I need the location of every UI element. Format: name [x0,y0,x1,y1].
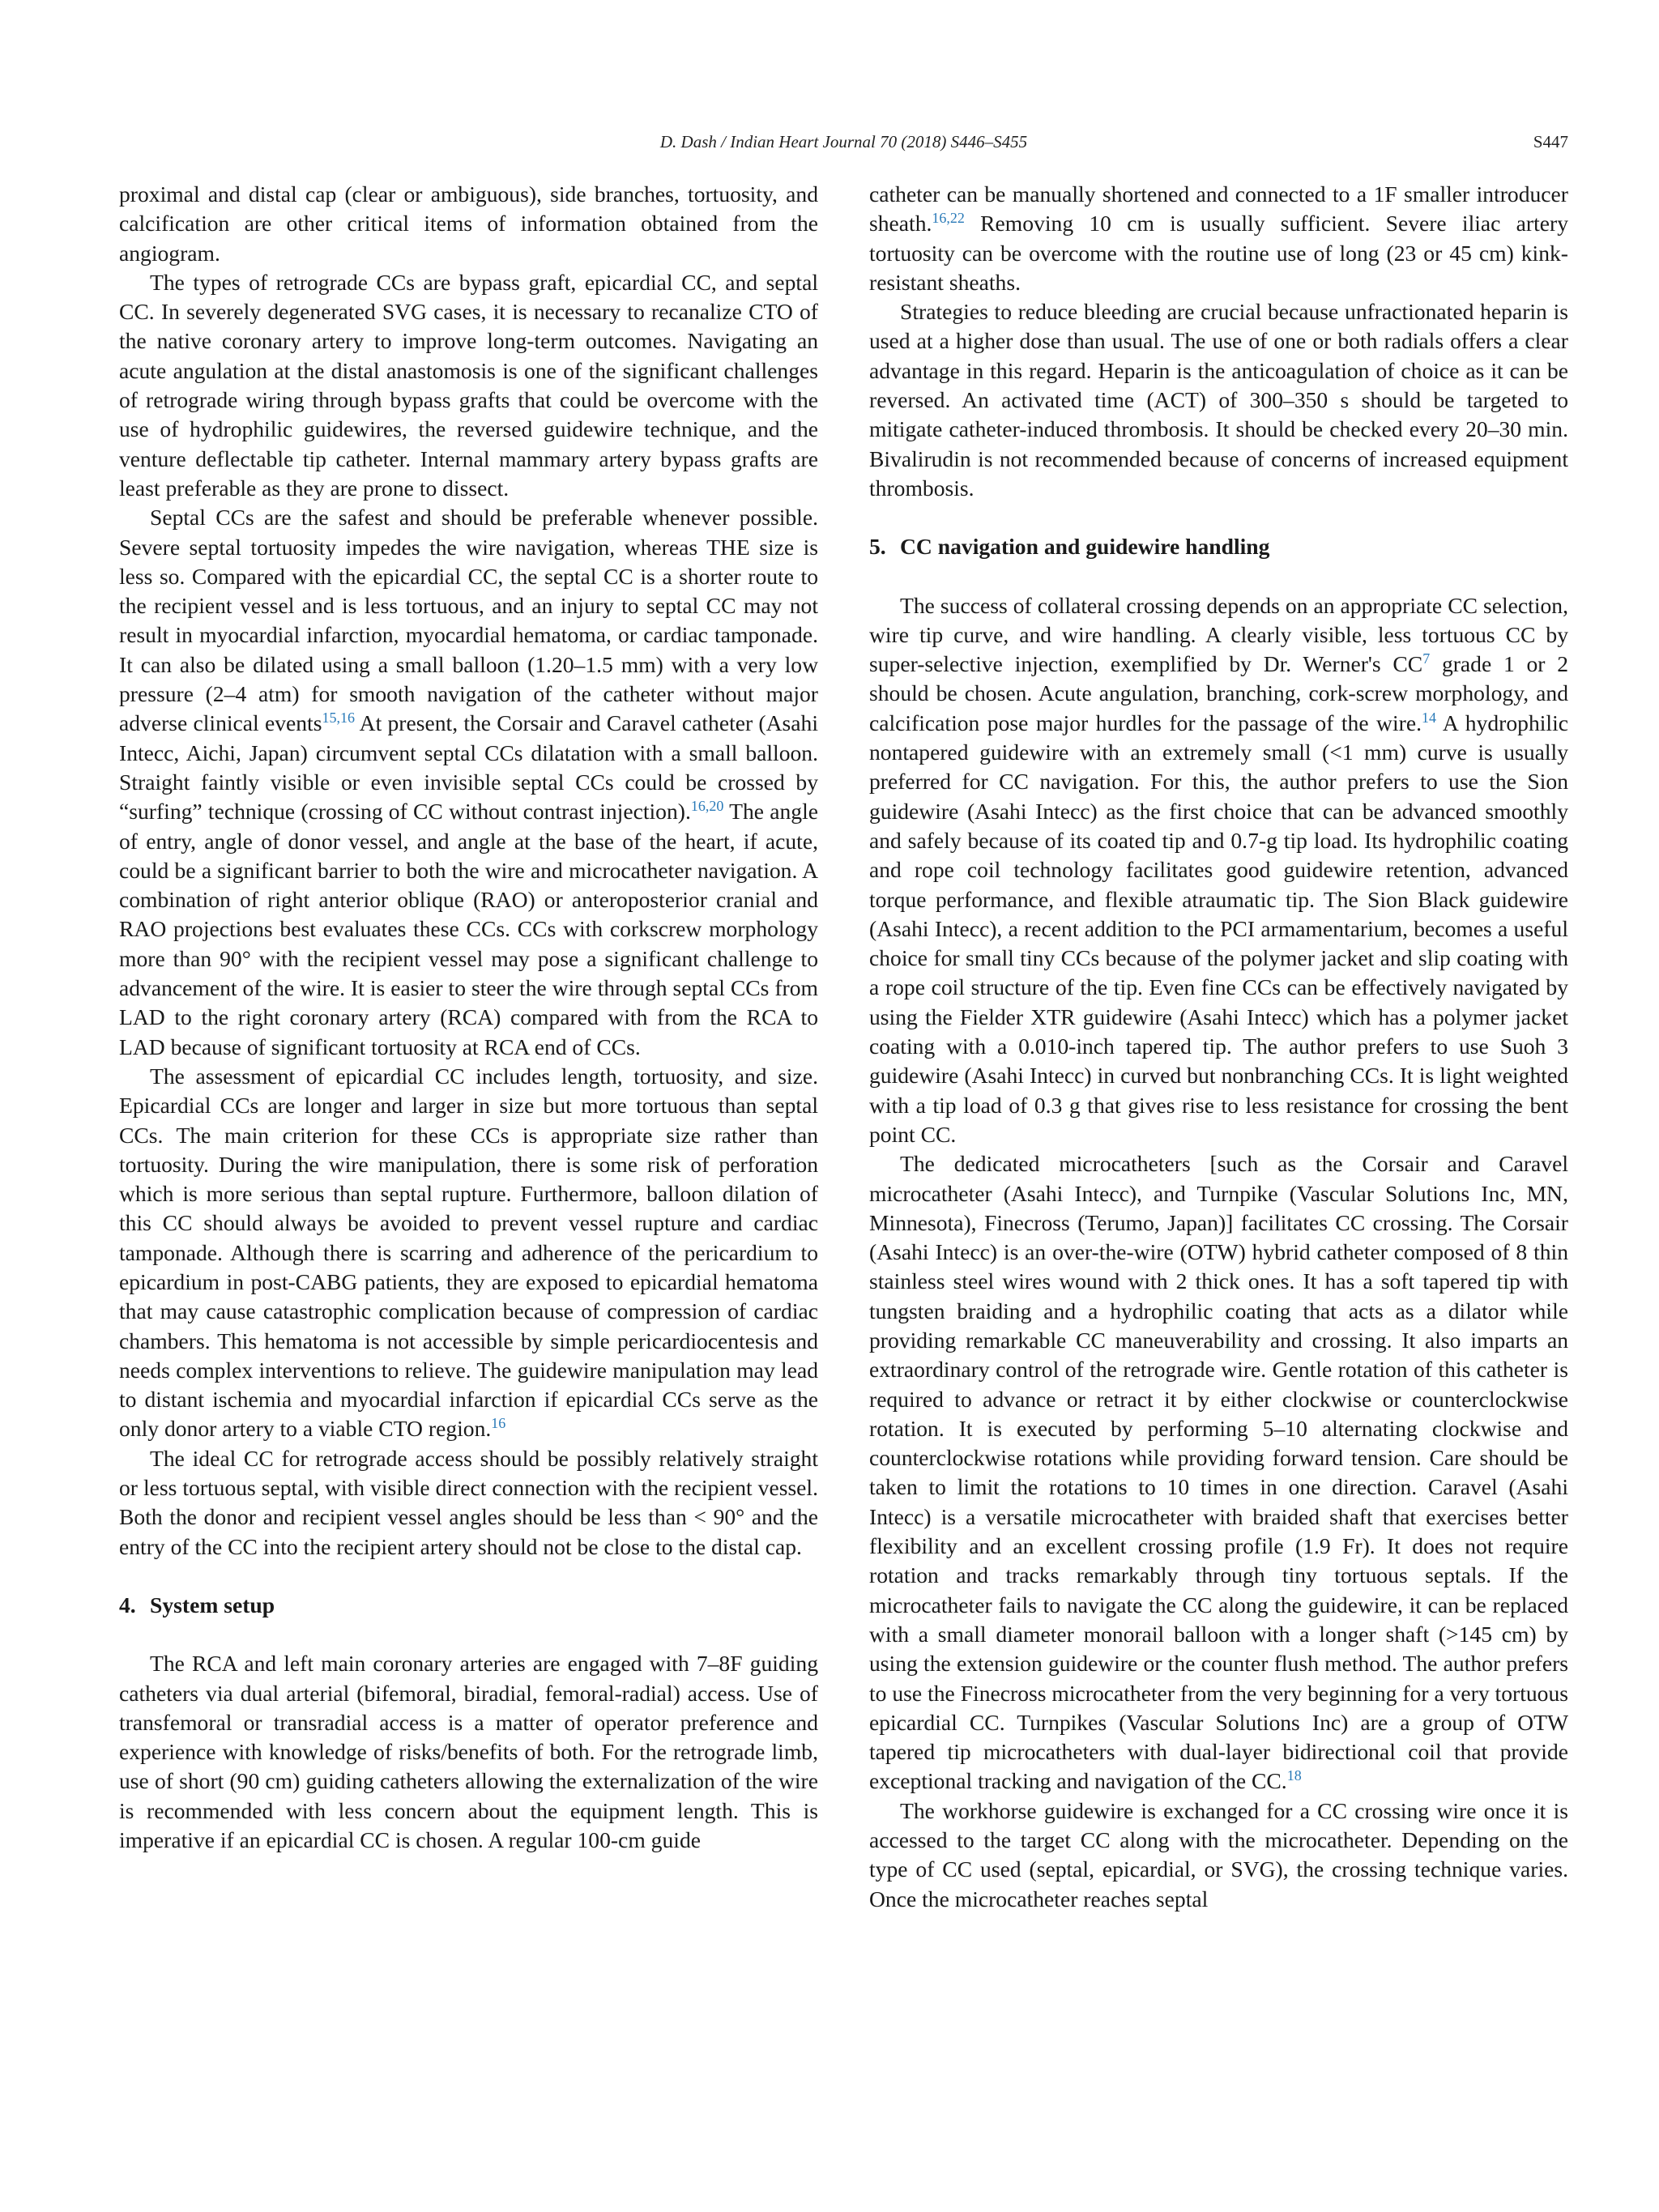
section-heading [119,1591,818,1620]
paragraph-text: catheter can be manually shortened and connected to a 1F smaller introducer sheath. [869,181,1568,237]
paragraph-text: The dedicated microcatheters [such as the Corsair and Caravel microcatheter (Asahi Intecc), and Turnpike (Vascular Solutions Inc, MN, Minnesota), Finecross (Terumo, Japan)] facilitates CC crossing. The Corsair (Asahi Intecc) is an over-the-wire (OTW) hybrid catheter composed of 8 thin stainless steel wires wound with 2 thick ones. It has a soft tapered tip with tungsten braiding and a hydrophilic coating that acts as a dilator while providing remarkable CC maneuverability and crossing. It also imparts an extraordinary control of the retrograde wire. Gentle rotation of this catheter is required to advance or retract it by either clockwise or counterclockwise rotation. It is executed by performing 5–10 alternating clockwise and counterclockwise rotations while providing forward tension. Care should be taken to limit the rotations to 10 times in one direction. Caravel (Asahi Intecc) is a versatile microcatheter with braided shaft that exercises better flexibility and an excellent crossing profile (1.9 Fr). It does not require rotation and tracks remarkably through tiny tortuous septals. If the microcatheter fails to navigate the CC along the guidewire, it can be replaced with a small diameter monorail balloon with a longer shaft (>145 cm) by using the extension guidewire or the counter flush method. The author prefers to use the Finecross microcatheter from the very beginning for a very tortuous epicardial CC. Turnpikes (Vascular Solutions Inc) are a group of OTW tapered tip microcatheters with dual-layer bidirectional coil that provide exceptional tracking and navigation of the CC. [869,1151,1568,1794]
reference-link[interactable]: 16,20 [690,798,724,815]
paragraph-text: Removing 10 cm is usually sufficient. Severe iliac artery tortuosity can be overcome with the routine use of long (23 or 45 cm) kink-resistant sheaths. [869,211,1568,295]
reference-link[interactable]: 18 [1286,1767,1302,1784]
paragraph: The RCA and left main coronary arteries are engaged with 7–8F guiding catheters via dual arterial (bifemoral, biradial, femoral-radial) access. Use of transfemoral or transradial access is a matter of operator preference and experience with knowledge of risks/benefits of both. For the retrograde limb, use of short (90 cm) guiding catheters allowing the externalization of the wire is recommended with less concern about the equipment length. This is imperative if an epicardial CC is chosen. A regular 100-cm guide [119,1651,818,1853]
paragraph: proximal and distal cap (clear or ambiguous), side branches, tortuosity, and calcification are other critical items of information obtained from the angiogram. [119,181,818,266]
paragraph-text: grade 1 or 2 should be chosen. Acute angulation, branching, cork-screw morphology, and calcification pose major hurdles for the passage of the wire. [869,651,1569,735]
section-number: 4. [119,1592,136,1617]
page-number: S447 [1533,132,1568,151]
paragraph-text: The assessment of epicardial CC includes length, tortuosity, and size. Epicardial CCs are longer and larger in size but more tortuous than septal CCs. The main criterion for these CCs is appropriate size rather than tortuosity. During the wire manipulation, there is some risk of perforation which is more serious than septal rupture. Furthermore, balloon dilation of this CC should always be avoided to prevent vessel rupture and cardiac tamponade. Although there is scarring and adherence of the pericardium to epicardium in post-CABG patients, they are exposed to epicardial hematoma that may cause catastrophic complication because of compression of cardiac chambers. This hematoma is not accessible by simple pericardiocentesis and needs complex interventions to relieve. The guidewire manipulation may lead to distant ischemia and myocardial infarction if epicardial CCs serve as the only donor artery to a viable CTO region. [119,1063,818,1442]
paragraph: The types of retrograde CCs are bypass graft, epicardial CC, and septal CC. In severely degenerated SVG cases, it is necessary to recanalize CTO of the native coronary artery to improve long-term outcomes. Navigating an acute angulation at the distal anastomosis is one of the significant challenges of retrograde wiring through bypass grafts that could be overcome with the use of hydrophilic guidewires, the reversed guidewire technique, and the venture deflectable tip catheter. Internal mammary artery bypass grafts are least preferable as they are prone to dissect. [119,269,818,501]
paragraph-text: A hydrophilic nontapered guidewire with an extremely small (<1 mm) curve is usually preferred for CC navigation. For this, the author prefers to use the Sion guidewire (Asahi Intecc) as the first choice that can be advanced smoothly and safely because of its coated tip and 0.7-g tip load. Its hydrophilic coating and rope coil technology facilitates good guidewire retention, advanced torque performance, and flexible atraumatic tip. The Sion Black guidewire (Asahi Intecc), a recent addition to the PCI armamentarium, becomes a useful choice for small tiny CCs because of the polymer jacket and slip coating with a rope coil structure of the tip. Even fine CCs can be effectively navigated by using the Fielder XTR guidewire (Asahi Intecc) which has a polymer jacket coating with a 0.010-inch tapered tip. The author prefers to use Suoh 3 guidewire (Asahi Intecc) in curved but nonbranching CCs. It is light weighted with a tip load of 0.3 g that gives rise to less resistance for crossing the bent point CC. [869,710,1568,1147]
paragraph: Strategies to reduce bleeding are crucial because unfractionated heparin is used at a higher dose than usual. The use of one or both radials offers a clear advantage in this regard. Heparin is the anticoagulation of choice as it can be reversed. An activated time (ACT) of 300–350 s should be targeted to mitigate catheter-induced thrombosis. It should be checked every 20–30 min. Bivalirudin is not recommended because of concerns of increased equipment thrombosis. [869,299,1568,501]
left-column [119,180,818,1855]
paragraph [869,1149,1568,1796]
section-title: CC navigation and guidewire handling [900,534,1270,560]
paragraph-text: The angle of entry, angle of donor vessel, and angle at the base of the heart, if acute, could be a significant barrier to both the wire and microcatheter navigation. A combination of right anterior oblique (RAO) or anteroposterior cranial and RAO projections best evaluates these CCs. CCs with corkscrew morphology more than 90° with the recipient vessel may pose a significant challenge to advancement of the wire. It is easier to steer the wire through septal CCs from LAD to the right coronary artery (RCA) compared with from the RCA to LAD because of significant tortuosity at RCA end of CCs. [119,799,819,1059]
paragraph [119,503,818,1062]
reference-link[interactable]: 16 [491,1415,506,1432]
right-column [869,180,1568,1914]
journal-citation: D. Dash / Indian Heart Journal 70 (2018) S446–S455 [659,132,1028,151]
paragraph [119,1062,818,1444]
reference-link[interactable]: 14 [1421,709,1436,726]
section-number: 5. [869,534,886,560]
paragraph-text: At present, the Corsair and Caravel catheter (Asahi Intecc, Aichi, Japan) circumvent septal CCs dilatation with a small balloon. Straight faintly visible or even invisible septal CCs could be crossed by “surfing” technique (crossing of CC without contrast injection). [119,710,818,825]
paragraph [869,591,1568,1150]
paragraph: The ideal CC for retrograde access should be possibly relatively straight or less tortuous septal, with visible direct connection with the recipient vessel. Both the donor and recipient vessel angles should be less than < 90° and the entry of the CC into the recipient artery should not be close to the distal cap. [119,1445,818,1559]
section-heading [869,532,1568,561]
running-head [119,130,1568,154]
paragraph: The workhorse guidewire is exchanged for a CC crossing wire once it is accessed to the target CC along with the microcatheter. Depending on the type of CC used (septal, epicardial, or SVG), the crossing technique varies. Once the microcatheter reaches septal [869,1797,1568,1912]
reference-link[interactable]: 15,16 [322,710,355,727]
reference-link[interactable]: 16,22 [932,210,965,227]
paragraph-text: Septal CCs are the safest and should be preferable whenever possible. Severe septal tortuosity impedes the wire navigation, whereas THE size is less so. Compared with the epicardial CC, the septal CC is a shorter route to the recipient vessel and is less tortuous, and an injury to septal CC may not result in myocardial infarction, myocardial hematoma, or cardiac tamponade. It can also be dilated using a small balloon (1.20–1.5 mm) with a very low pressure (2–4 atm) for smooth navigation of the catheter without major adverse clinical events [119,505,818,736]
paragraph-text: The success of collateral crossing depends on an appropriate CC selection, wire tip curve, and wire handling. A clearly visible, less tortuous CC by super-selective injection, exemplified by Dr. Werner's CC [869,592,1568,677]
section-title: System setup [150,1592,275,1617]
reference-link[interactable]: 7 [1422,650,1431,667]
paragraph [869,180,1568,297]
